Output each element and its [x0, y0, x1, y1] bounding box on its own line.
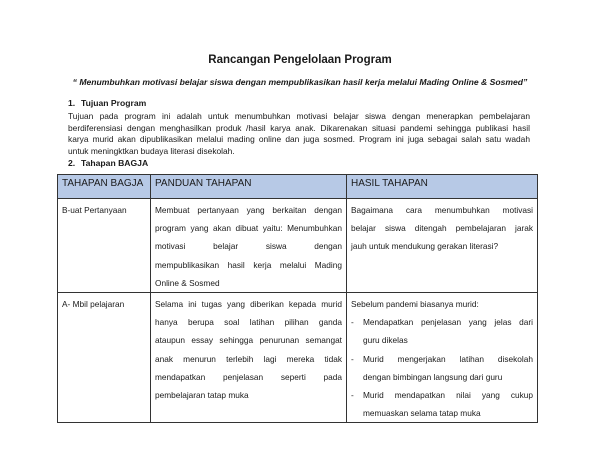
section-heading-text: Tahapan BAGJA [81, 158, 149, 168]
bagja-table [57, 174, 538, 423]
cell-line: mendapatkan penjelasan seperti pada [155, 371, 342, 382]
cell-line: dengan bimbingan langsung dari guru [363, 371, 503, 382]
table-cell-result [347, 293, 538, 423]
cell-line: Murid mengerjakan latihan disekolah [363, 353, 533, 364]
cell-line: Mendapatkan penjelasan yang jelas dari [363, 317, 533, 328]
list-item [351, 350, 533, 386]
section-heading-tujuan [68, 98, 146, 108]
list-item [351, 313, 533, 349]
column-header: PANDUAN TAHAPAN [151, 175, 347, 199]
table-cell-guide [151, 293, 347, 423]
table-row [58, 199, 538, 293]
cell-text: B-uat Pertanyaan [62, 205, 127, 215]
bullet-dash: - [351, 353, 354, 364]
cell-line: Membuat pertanyaan yang berkaitan dengan [155, 205, 342, 215]
cell-line: program yang akan dibuat yaitu: Menumbuhkan [155, 223, 342, 234]
section-heading-bagja [68, 158, 148, 168]
cell-line: pembelajaran tatap muka [155, 390, 249, 401]
table-row [58, 293, 538, 423]
cell-line: Online & Sosmed [155, 277, 220, 288]
cell-line: belajar siswa ditengah pembelajaran jarak [351, 223, 533, 234]
paragraph-line: karya murid akan dipublikasikan melalui mading online dan juga sosmed. Program ini juga sebagai salah satu wadah [68, 134, 530, 144]
cell-line: guru dikelas [363, 335, 408, 346]
cell-line: anak menurun terlebih lagi mereka tidak [155, 353, 342, 364]
cell-line: memuaskan selama tatap muka [363, 408, 481, 419]
tujuan-paragraph [68, 111, 530, 157]
table-cell-stage [58, 293, 151, 423]
table-cell-stage [58, 199, 151, 293]
cell-line: hanya berupa soal latihan pilihan ganda [155, 317, 342, 328]
section-number: 1. [68, 98, 76, 108]
list-item [351, 386, 533, 422]
paragraph-line: berdiferensiasi dengan menghasilkan produk /hasil karya anak. Dikarenakan situasi pandemi sehingga publikasi hasil [68, 122, 530, 133]
table-header-row [58, 175, 538, 199]
document-subtitle: “ Menumbuhkan motivasi belajar siswa dengan mempublikasikan hasil kerja melalui Mading Online & Sosmed” [72, 77, 528, 87]
bullet-dash: - [351, 317, 354, 328]
document-title: Rancangan Pengelolaan Program [208, 54, 392, 66]
column-header: HASIL TAHAPAN [347, 175, 538, 199]
paragraph-line: untuk meningktkan budaya literasi disekolah. [68, 145, 235, 156]
table-cell-guide [151, 199, 347, 293]
section-number: 2. [68, 158, 76, 168]
section-heading-text: Tujuan Program [81, 98, 147, 108]
cell-line: Sebelum pandemi biasanya murid: [351, 299, 479, 310]
table-cell-result [347, 199, 538, 293]
paragraph-line: Tujuan pada program ini adalah untuk menumbuhkan motivasi belajar siswa dengan menerapkan pembelajaran [68, 111, 530, 121]
cell-line: mempublikasikan hasil kerja melalui Mading [155, 259, 342, 270]
cell-line: Bagaimana cara menumbuhkan motivasi [351, 205, 533, 215]
column-header: TAHAPAN BAGJA [58, 175, 151, 199]
cell-line: ataupun essay sehingga penurunan semangat [155, 335, 342, 346]
cell-line: motivasi belajar siswa dengan [155, 241, 342, 252]
cell-text: A- Mbil pelajaran [62, 299, 125, 310]
bullet-dash: - [351, 390, 354, 401]
cell-line: Murid mendapatkan nilai yang cukup [363, 390, 533, 401]
cell-line: jauh untuk mendukung gerakan literasi? [351, 241, 499, 252]
cell-line: Selama ini tugas yang diberikan kepada murid [155, 299, 342, 310]
